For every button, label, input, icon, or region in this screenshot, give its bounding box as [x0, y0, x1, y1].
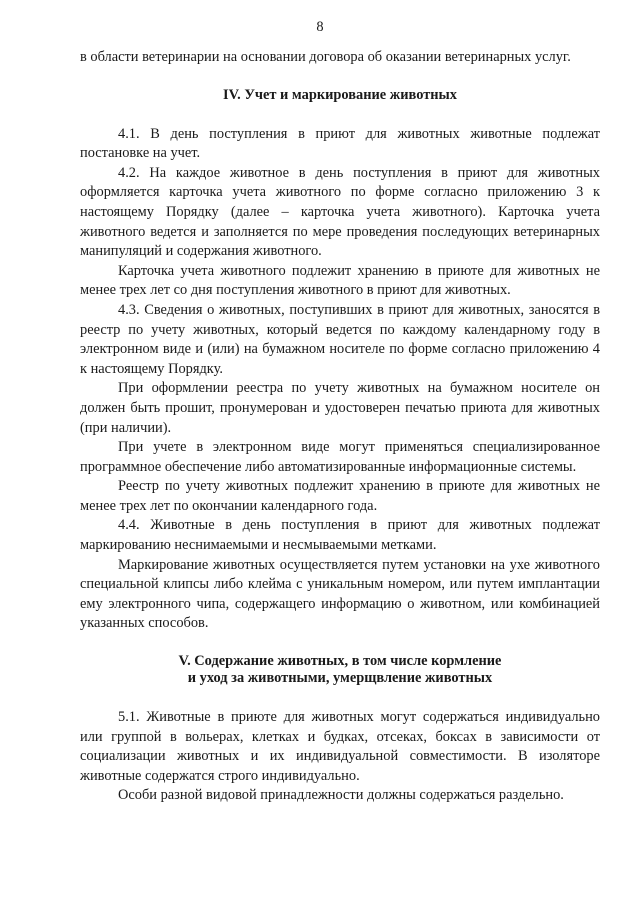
paragraph-card-storage: Карточка учета животного подлежит хранению в приюте для животных не менее трех лет со дня поступления животного в приют для животных. [80, 262, 600, 299]
paragraph-4-1: 4.1. В день поступления в приют для животных животные подлежат постановке на учет. [80, 125, 600, 162]
paragraph-marking-methods: Маркирование животных осуществляется путем установки на ухе животного специальной клипсы либо клейма с уникальным номером, или путем имплантации ему электронного чипа, содержащего информацию о животном, или комбинацией указанных способов. [80, 556, 600, 632]
section-v-title [80, 653, 600, 687]
paragraph-4-2: 4.2. На каждое животное в день поступления в приют для животных оформляется карточка учета животного по форме согласно приложению 3 к настоящему Порядку (далее – карточка учета животного). Карточка учета животного ведется и заполняется по мере проведения последующих ветеринарных манипуляций и содержания животного. [80, 164, 600, 260]
paragraph-species-separation: Особи разной видовой принадлежности должны содержаться раздельно. [118, 787, 564, 804]
section-iv-title: IV. Учет и маркирование животных [222, 86, 457, 103]
document-body [80, 48, 600, 806]
page-number: 8 [316, 19, 324, 35]
paragraph-paper-registry: При оформлении реестра по учету животных на бумажном носителе он должен быть прошит, пронумерован и удостоверен печатью приюта для животных (при наличии). [80, 380, 600, 436]
paragraph-4-4: 4.4. Животные в день поступления в приют для животных подлежат маркированию неснимаемыми и несмываемыми метками. [80, 517, 600, 554]
paragraph-4-3: 4.3. Сведения о животных, поступивших в приют для животных, заносятся в реестр по учету животных, который ведется по каждому календарному году в электронном виде и (или) на бумажном носителе по форме согласно приложению 4 к настоящему Порядку. [80, 301, 600, 377]
section-v-title-line1: V. Содержание животных, в том числе кормление [178, 653, 502, 670]
paragraph-5-1: 5.1. Животные в приюте для животных могут содержаться индивидуально или группой в вольерах, клетках и будках, отсеках, боксах в зависимости от социализации животных и их индивидуальной совместимости. В изоляторе животные содержатся строго индивидуально. [80, 709, 600, 784]
paragraph-electronic-registry: При учете в электронном виде могут применяться специализированное программное обеспечение либо автоматизированные информационные системы. [80, 439, 600, 475]
section-v-title-line2: и уход за животными, умерщвление животных [187, 670, 493, 687]
intro-paragraph: в области ветеринарии на основании договора об оказании ветеринарных услуг. [80, 49, 571, 65]
paragraph-registry-storage: Реестр по учету животных подлежит хранению в приюте для животных не менее трех лет по окончании календарного года. [80, 478, 600, 514]
